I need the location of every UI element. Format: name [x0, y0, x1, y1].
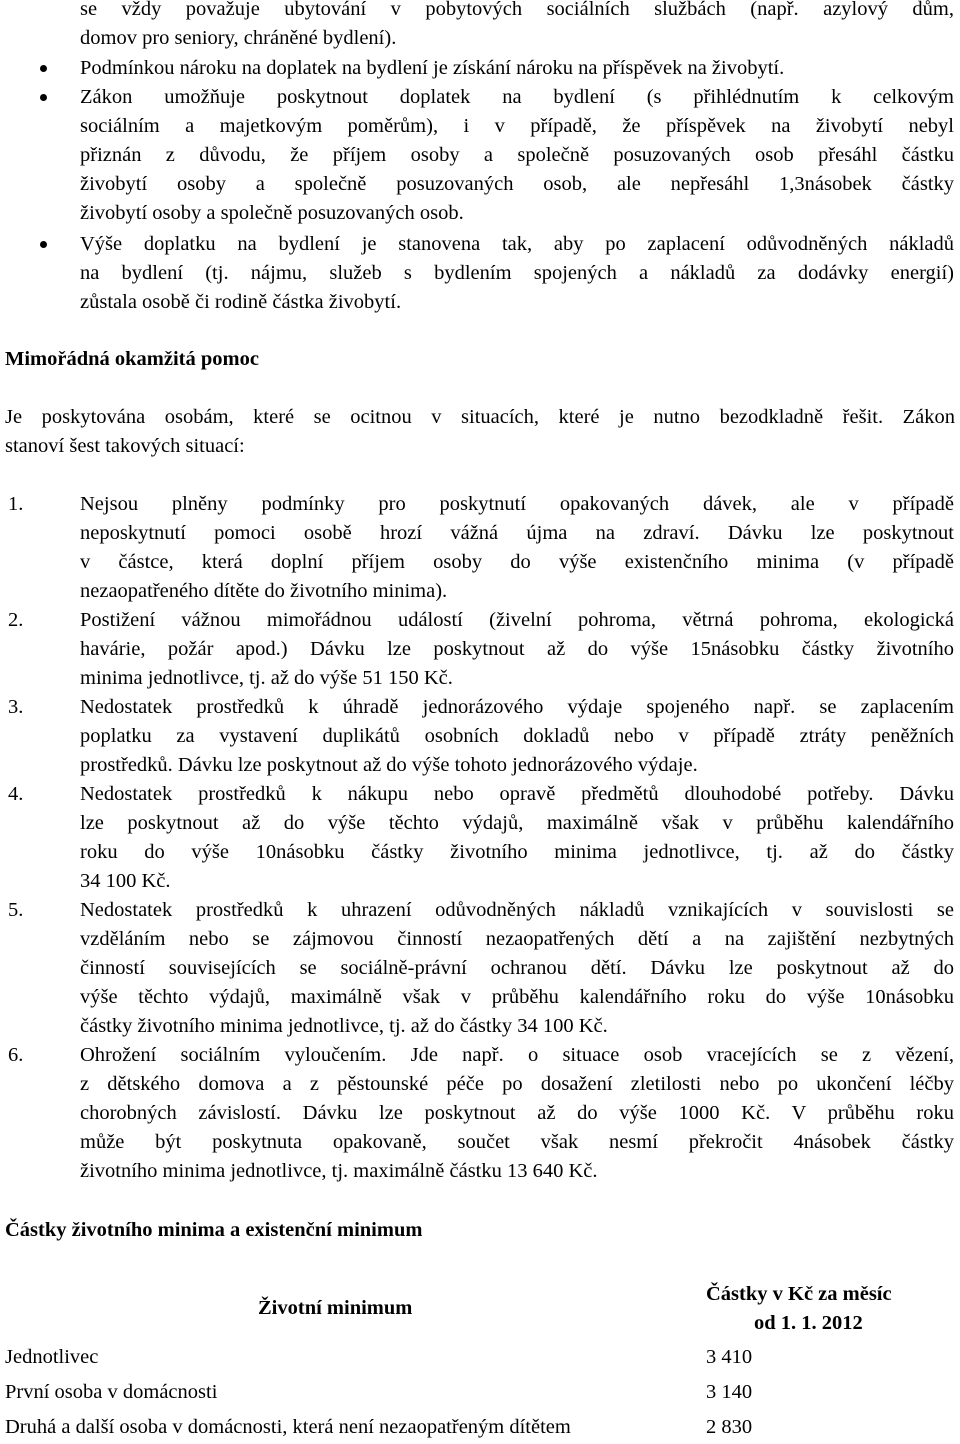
table-row-label: Druhá a další osoba v domácnosti, která není nezaopatřeným dítětem — [5, 1416, 571, 1438]
list-item-line: prostředků. Dávku lze poskytnout až do výše tohoto jednorázového výdaje. — [80, 754, 698, 776]
table-row-value: 3 410 — [706, 1346, 753, 1368]
list-item-line: částky životního minima jednotlivce, tj. až do částky 34 100 Kč. — [80, 1015, 608, 1037]
paragraph-line: stanoví šest takových situací: — [5, 435, 245, 457]
bullet-text-line: přiznán z důvodu, že příjem osoby a společně posuzovaných osob přesáhl částku — [80, 144, 954, 166]
bullet-text-line: na bydlení (tj. nájmu, služeb s bydlením spojených a nákladů za dodávky energií) — [80, 262, 954, 284]
list-item-line: neposkytnutí pomoci osobě hrozí vážná újma na zdraví. Dávku lze poskytnout — [80, 522, 954, 544]
list-item-number: 5. — [8, 899, 24, 921]
bullet-icon — [40, 65, 47, 72]
list-item-number: 3. — [8, 696, 24, 718]
table-row-value: 2 830 — [706, 1416, 753, 1438]
table-row-label: První osoba v domácnosti — [5, 1381, 218, 1403]
list-item-line: Nedostatek prostředků k uhrazení odůvodněných nákladů vznikajících v souvislosti se — [80, 899, 954, 921]
list-item-line: z dětského domova a z pěstounské péče po dosažení zletilosti nebo po ukončení léčby — [80, 1073, 954, 1095]
bullet-text-line: Podmínkou nároku na doplatek na bydlení je získání nároku na příspěvek na živobytí. — [80, 57, 785, 79]
bullet-icon — [40, 241, 47, 248]
list-item-line: v částce, která doplní příjem osoby do výše existenčního minima (v případě — [80, 551, 954, 573]
list-item-line: roku do výše 10násobku částky životního minima jednotlivce, tj. až do částky — [80, 841, 954, 863]
bullet-icon — [40, 94, 47, 101]
list-item-line: 34 100 Kč. — [80, 870, 171, 892]
list-item-line: vzděláním nebo se zájmovou činností nezaopatřených dětí a na zajištění nezbytných — [80, 928, 954, 950]
section-heading: Částky životního minima a existenční minimum — [5, 1219, 423, 1241]
paragraph-line: se vždy považuje ubytování v pobytových sociálních službách (např. azylový dům, — [80, 0, 954, 20]
list-item-line: činností souvisejících se sociálně-právní ochranou dětí. Dávku lze poskytnout až do — [80, 957, 954, 979]
list-item-line: Postižení vážnou mimořádnou událostí (živelní pohroma, větrná pohroma, ekologická — [80, 609, 954, 631]
bullet-text-line: živobytí osoby a společně posuzovaných osob. — [80, 202, 464, 224]
section-heading: Mimořádná okamžitá pomoc — [5, 348, 259, 370]
list-item-number: 6. — [8, 1044, 24, 1066]
list-item-line: poplatku za vystavení duplikátů osobních dokladů nebo v případě ztráty peněžních — [80, 725, 954, 747]
bullet-text-line: živobytí osoby a společně posuzovaných osob, ale nepřesáhl 1,3násobek částky — [80, 173, 954, 195]
list-item-line: minima jednotlivce, tj. až do výše 51 150 Kč. — [80, 667, 453, 689]
table-header-amount: Částky v Kč za měsíc — [706, 1283, 892, 1305]
list-item-number: 4. — [8, 783, 24, 805]
table-row-value: 3 140 — [706, 1381, 753, 1403]
list-item-line: Nedostatek prostředků k nákupu nebo opravě předmětů dlouhodobé potřeby. Dávku — [80, 783, 954, 805]
list-item-line: havárie, požár apod.) Dávku lze poskytnout až do výše 15násobku částky životního — [80, 638, 954, 660]
list-item-line: chorobných závislostí. Dávku lze poskytnout až do výše 1000 Kč. V průběhu roku — [80, 1102, 954, 1124]
list-item-line: výše těchto výdajů, maximálně však v průběhu kalendářního roku do výše 10násobku — [80, 986, 954, 1008]
bullet-text-line: Zákon umožňuje poskytnout doplatek na bydlení (s přihlédnutím k celkovým — [80, 86, 954, 108]
list-item-line: nezaopatřeného dítěte do životního minima). — [80, 580, 448, 602]
bullet-text-line: sociálním a majetkovým poměrům), i v případě, že příspěvek na živobytí nebyl — [80, 115, 954, 137]
bullet-text-line: zůstala osobě či rodině částka živobytí. — [80, 291, 402, 313]
list-item-line: Ohrožení sociálním vyloučením. Jde např. o situace osob vracejících se z vězení, — [80, 1044, 954, 1066]
paragraph-line: Je poskytována osobám, které se ocitnou v situacích, které je nutno bezodkladně řešit. Zákon — [5, 406, 955, 428]
list-item-line: Nedostatek prostředků k úhradě jednorázového výdaje spojeného např. se zaplacením — [80, 696, 954, 718]
table-header-date: od 1. 1. 2012 — [754, 1312, 863, 1334]
list-item-number: 1. — [8, 493, 24, 515]
table-row-label: Jednotlivec — [5, 1346, 99, 1368]
table-header-minimum: Životní minimum — [258, 1297, 413, 1319]
list-item-line: životního minima jednotlivce, tj. maximálně částku 13 640 Kč. — [80, 1160, 598, 1182]
paragraph-line: domov pro seniory, chráněné bydlení). — [80, 27, 397, 49]
list-item-line: může být poskytnuta opakovaně, součet však nesmí překročit 4násobek částky — [80, 1131, 954, 1153]
list-item-number: 2. — [8, 609, 24, 631]
list-item-line: Nejsou plněny podmínky pro poskytnutí opakovaných dávek, ale v případě — [80, 493, 954, 515]
list-item-line: lze poskytnout až do výše těchto výdajů, maximálně však v průběhu kalendářního — [80, 812, 954, 834]
bullet-text-line: Výše doplatku na bydlení je stanovena tak, aby po zaplacení odůvodněných nákladů — [80, 233, 954, 255]
